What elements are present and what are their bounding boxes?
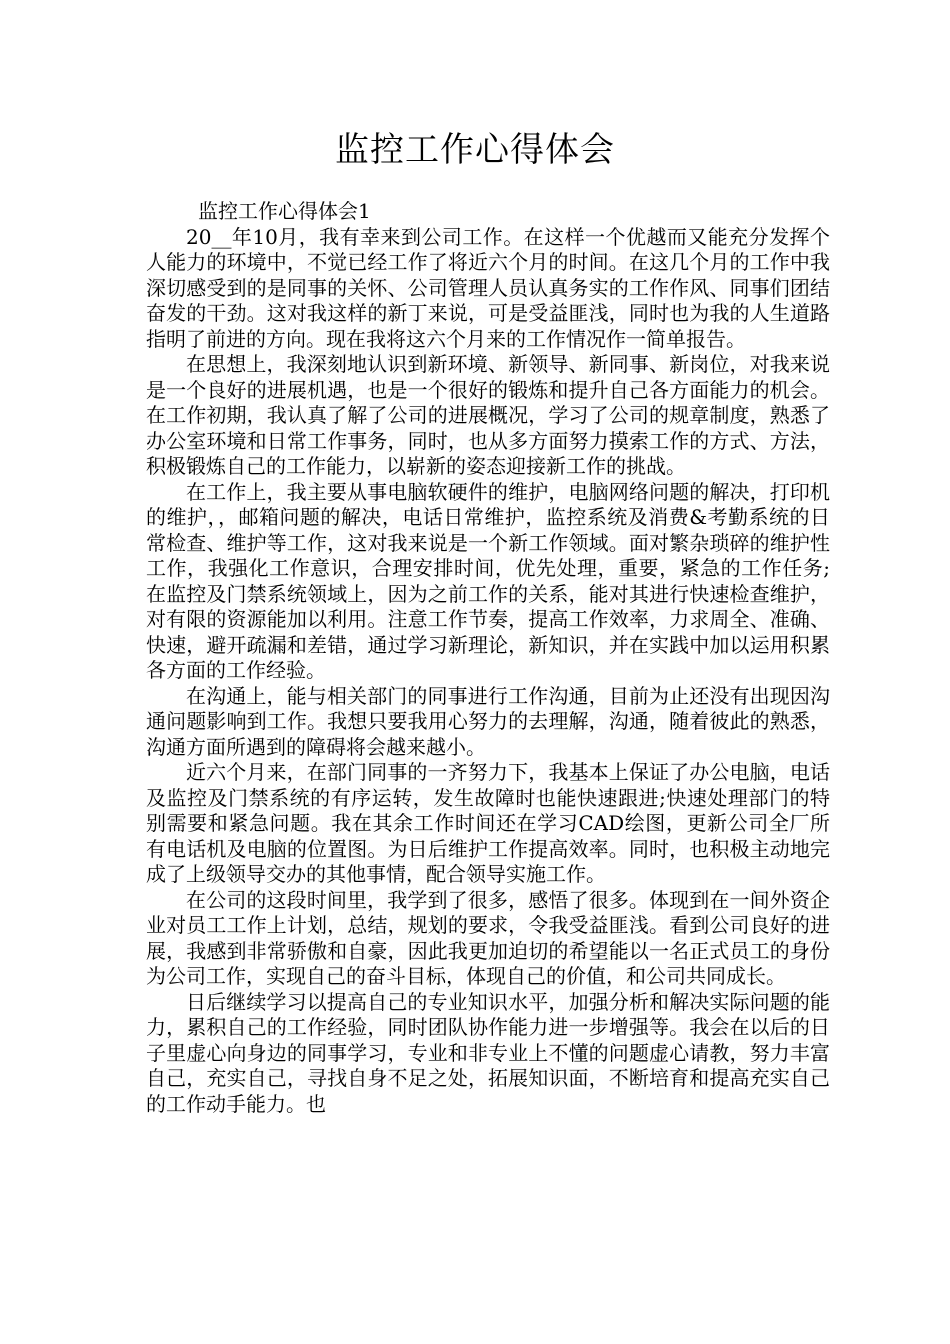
paragraph: 日后继续学习以提高自己的专业知识水平，加强分析和解决实际问题的能力，累积自己的工作经验，同时团队协作能力进一步增强等。我会在以后的日子里虚心向身边的同事学习，专业和非专业上不懂的问题虚心请教，努力丰富自己，充实自己，寻找自身不足之处，拓展知识面，不断培育和提高充实自己的工作动手能力。也 (146, 989, 830, 1116)
paragraph: 在工作上，我主要从事电脑软硬件的维护，电脑网络问题的解决，打印机的维护，，邮箱问题的解决，电话日常维护，监控系统及消费&考勤系统的日常检查、维护等工作，这对我来说是一个新工作领域。面对繁杂琐碎的维护性工作，我强化工作意识，合理安排时间，优先处理，重要，紧急的工作任务;在监控及门禁系统领域上，因为之前工作的关系，能对其进行快速检查维护，对有限的资源能加以利用。注意工作节奏，提高工作效率，力求周全、准确、快速，避开疏漏和差错，通过学习新理论，新知识，并在实践中加以运用积累各方面的工作经验。 (146, 479, 830, 682)
paragraph: 在思想上，我深刻地认识到新环境、新领导、新同事、新岗位，对我来说是一个良好的进展机遇，也是一个很好的锻炼和提升自己各方面能力的机会。在工作初期，我认真了解了公司的进展概况，学习了公司的规章制度，熟悉了办公室环境和日常工作事务，同时，也从多方面努力摸索工作的方式、方法，积极锻炼自己的工作能力，以崭新的姿态迎接新工作的挑战。 (146, 352, 830, 478)
paragraph: 20__年10月，我有幸来到公司工作。在这样一个优越而又能充分发挥个人能力的环境中，不觉已经工作了将近六个月的时间。在这几个月的工作中我深切感受到的是同事的关怀、公司管理人员认真务实的工作作风、同事们团结奋发的干劲。这对我这样的新丁来说，可是受益匪浅，同时也为我的人生道路指明了前进的方向。现在我将这六个月来的工作情况作一简单报告。 (146, 224, 830, 351)
paragraph: 在公司的这段时间里，我学到了很多，感悟了很多。体现到在一间外资企业对员工工作上计划，总结，规划的要求，令我受益匪浅。看到公司良好的进展，我感到非常骄傲和自豪，因此我更加迫切的希望能以一名正式员工的身份为公司工作，实现自己的奋斗目标，体现自己的价值，和公司共同成长。 (146, 887, 830, 988)
paragraph: 在沟通上，能与相关部门的同事进行工作沟通，目前为止还没有出现因沟通问题影响到工作。我想只要我用心努力的去理解，沟通，随着彼此的熟悉，沟通方面所遇到的障碍将会越来越小。 (146, 683, 830, 759)
document-title: 监控工作心得体会 (335, 130, 615, 170)
section-heading: 监控工作心得体会1 (198, 199, 371, 223)
document-body (146, 199, 830, 1117)
paragraph: 近六个月来，在部门同事的一齐努力下，我基本上保证了办公电脑，电话及监控及门禁系统的有序运转，发生故障时也能快速跟进;快速处理部门的特别需要和紧急问题。我在其余工作时间还在学习CAD绘图，更新公司全厂所有电话机及电脑的位置图。为日后维护工作提高效率。同时，也积极主动地完成了上级领导交办的其他事情，配合领导实施工作。 (146, 760, 830, 886)
